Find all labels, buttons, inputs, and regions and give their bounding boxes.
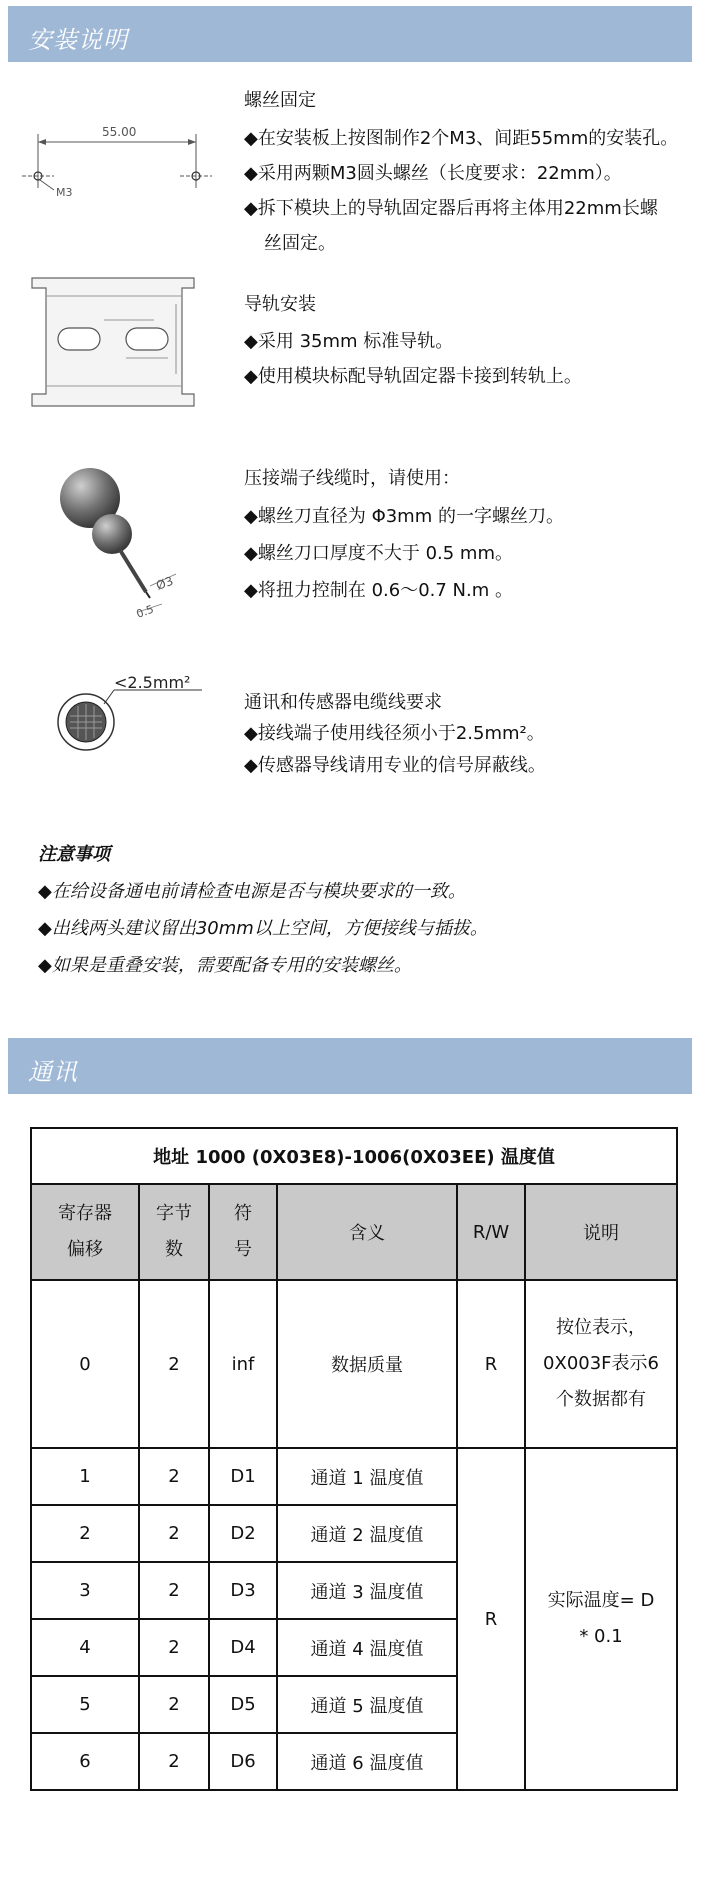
cell-meaning: 通道 4 温度值 bbox=[277, 1619, 457, 1676]
cell-symbol: D2 bbox=[209, 1505, 277, 1562]
cell-bytes: 2 bbox=[139, 1676, 209, 1733]
header-cell: 字节 数 bbox=[139, 1184, 209, 1280]
cell-symbol: inf bbox=[209, 1280, 277, 1448]
diameter-label: Ø3 bbox=[154, 573, 176, 593]
header-cell: 符 号 bbox=[209, 1184, 277, 1280]
section-title: 安装说明 bbox=[28, 26, 128, 54]
thickness-label: 0.5 bbox=[134, 602, 156, 621]
terminal-item-2: ◆螺丝刀口厚度不大于 0.5 mm。 bbox=[244, 543, 513, 564]
cell-note: 按位表示， 0X003F表示6 个数据都有 bbox=[525, 1280, 677, 1448]
notes-item-3: ◆如果是重叠安装，需要配备专用的安装螺丝。 bbox=[38, 955, 412, 976]
din-rail-diagram bbox=[28, 274, 198, 414]
cell-offset: 4 bbox=[31, 1619, 139, 1676]
screw-item-3-cont: 丝固定。 bbox=[264, 233, 336, 254]
cell-rw: R bbox=[457, 1280, 525, 1448]
rail-item-1: ◆采用 35mm 标准导轨。 bbox=[244, 331, 454, 352]
header-cell: 寄存器 偏移 bbox=[31, 1184, 139, 1280]
header-cell: 说明 bbox=[525, 1184, 677, 1280]
cell-symbol: D6 bbox=[209, 1733, 277, 1790]
cell-meaning: 通道 2 温度值 bbox=[277, 1505, 457, 1562]
screw-item-1: ◆在安装板上按图制作2个M3、间距55mm的安装孔。 bbox=[244, 128, 679, 149]
table-caption-row bbox=[31, 1128, 677, 1184]
mounting-hole-diagram bbox=[20, 118, 220, 198]
cable-size-label: <2.5mm² bbox=[114, 676, 191, 692]
cell-bytes: 2 bbox=[139, 1619, 209, 1676]
cell-symbol: D4 bbox=[209, 1619, 277, 1676]
header-cell: 含义 bbox=[277, 1184, 457, 1280]
cell-meaning: 通道 3 温度值 bbox=[277, 1562, 457, 1619]
cell-bytes: 2 bbox=[139, 1733, 209, 1790]
screw-item-3: ◆拆下模块上的导轨固定器后再将主体用22mm长螺 bbox=[244, 198, 658, 219]
terminal-heading: 压接端子线缆时，请使用： bbox=[244, 468, 460, 489]
register-table bbox=[30, 1127, 678, 1791]
table-row bbox=[31, 1448, 677, 1505]
cell-bytes: 2 bbox=[139, 1280, 209, 1448]
notes-item-2: ◆出线两头建议留出30mm以上空间，方便接线与插拔。 bbox=[38, 918, 488, 939]
cell-meaning: 通道 5 温度值 bbox=[277, 1676, 457, 1733]
cell-note-group: 实际温度= D * 0.1 bbox=[525, 1448, 677, 1790]
header-cell: R/W bbox=[457, 1184, 525, 1280]
cell-bytes: 2 bbox=[139, 1505, 209, 1562]
section-title: 通讯 bbox=[28, 1058, 78, 1086]
rail-item-2: ◆使用模块标配导轨固定器卡接到转轨上。 bbox=[244, 366, 582, 387]
section-header-comm bbox=[8, 1038, 692, 1094]
cell-rw-group: R bbox=[457, 1448, 525, 1790]
screw-heading: 螺丝固定 bbox=[244, 90, 316, 111]
cell-offset: 5 bbox=[31, 1676, 139, 1733]
cell-meaning: 数据质量 bbox=[277, 1280, 457, 1448]
cable-item-2: ◆传感器导线请用专业的信号屏蔽线。 bbox=[244, 755, 546, 776]
screw-item-2: ◆采用两颗M3圆头螺丝（长度要求：22mm）。 bbox=[244, 163, 622, 184]
cable-item-1: ◆接线端子使用线径须小于2.5mm²。 bbox=[244, 723, 545, 744]
cable-heading: 通讯和传感器电缆线要求 bbox=[244, 692, 442, 713]
table-caption: 地址 1000 (0X03E8)-1006(0X03EE) 温度值 bbox=[31, 1128, 677, 1184]
screwdriver-diagram bbox=[50, 462, 190, 622]
notes-item-1: ◆在给设备通电前请检查电源是否与模块要求的一致。 bbox=[38, 881, 466, 902]
section-header-install bbox=[8, 6, 692, 62]
table-row bbox=[31, 1280, 677, 1448]
dimension-label: 55.00 bbox=[102, 125, 137, 139]
cell-meaning: 通道 1 温度值 bbox=[277, 1448, 457, 1505]
cell-bytes: 2 bbox=[139, 1562, 209, 1619]
terminal-item-1: ◆螺丝刀直径为 Φ3mm 的一字螺丝刀。 bbox=[244, 506, 564, 527]
cell-offset: 1 bbox=[31, 1448, 139, 1505]
cell-symbol: D5 bbox=[209, 1676, 277, 1733]
cell-symbol: D1 bbox=[209, 1448, 277, 1505]
cable-cross-section-diagram bbox=[52, 676, 212, 756]
cell-offset: 0 bbox=[31, 1280, 139, 1448]
cell-offset: 2 bbox=[31, 1505, 139, 1562]
hole-label: M3 bbox=[56, 186, 73, 198]
notes-heading: 注意事项 bbox=[38, 844, 110, 865]
table-header-row bbox=[31, 1184, 677, 1280]
terminal-item-3: ◆将扭力控制在 0.6～0.7 N.m 。 bbox=[244, 580, 513, 601]
cell-bytes: 2 bbox=[139, 1448, 209, 1505]
rail-heading: 导轨安装 bbox=[244, 294, 316, 315]
cell-symbol: D3 bbox=[209, 1562, 277, 1619]
cell-offset: 3 bbox=[31, 1562, 139, 1619]
cell-meaning: 通道 6 温度值 bbox=[277, 1733, 457, 1790]
cell-offset: 6 bbox=[31, 1733, 139, 1790]
